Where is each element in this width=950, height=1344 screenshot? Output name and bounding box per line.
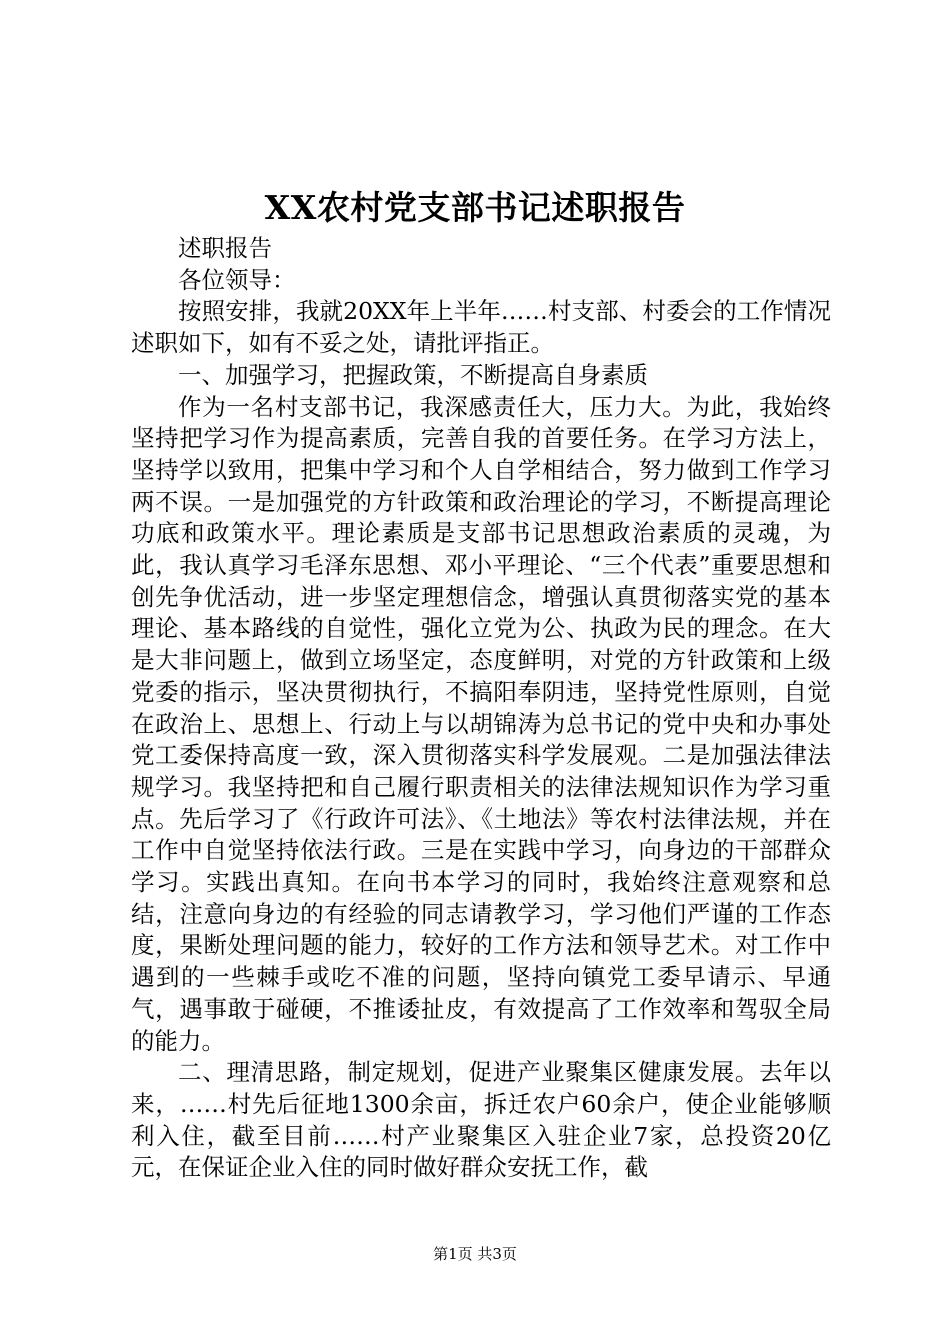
intro-paragraph: 按照安排，我就20XX年上半年……村支部、村委会的工作情况述职如下，如有不妥之处，请批评指正。 xyxy=(131,297,831,358)
page-footer: 第1页 共3页 xyxy=(433,1245,517,1263)
document-title: XX农村党支部书记述职报告 xyxy=(264,188,686,227)
section-heading-2-paragraph: 二、理清思路，制定规划，促进产业聚集区健康发展。去年以来，……村先后征地1300余亩，拆迁农户60余户，使企业能够顺利入住，截至目前……村产业聚集区入驻企业7家，总投资20亿元，在保证企业入住的同时做好群众安抚工作，截 xyxy=(131,1058,831,1182)
body-paragraph: 作为一名村支部书记，我深感责任大，压力大。为此，我始终坚持把学习作为提高素质，完善自我的首要任务。在学习方法上，坚持学以致用，把集中学习和个人自学相结合，努力做到工作学习两不误。一是加强党的方针政策和政治理论的学习，不断提高理论功底和政策水平。理论素质是支部书记思想政治素质的灵魂，为此，我认真学习毛泽东思想、邓小平理论、“三个代表”重要思想和创先争优活动，进一步坚定理想信念，增强认真贯彻落实党的基本理论、基本路线的自觉性，强化立党为公、执政为民的理念。在大是大非问题上，做到立场坚定，态度鲜明，对党的方针政策和上级党委的指示，坚决贯彻执行，不搞阳奉阴违，坚持党性原则，自觉在政治上、思想上、行动上与以胡锦涛为总书记的党中央和办事处党工委保持高度一致，深入贯彻落实科学发展观。二是加强法律法规学习。我坚持把和自己履行职责相关的法律法规知识作为学习重点。先后学习了《行政许可法》、《土地法》等农村法律法规，并在工作中自觉坚持依法行政。三是在实践中学习，向身边的干部群众学习。实践出真知。在向书本学习的同时，我始终注意观察和总结，注意向身边的有经验的同志请教学习，学习他们严谨的工作态度，果断处理问题的能力，较好的工作方法和领导艺术。对工作中遇到的一些棘手或吃不准的问题，坚持向镇党工委早请示、早通气，遇事敢于碰硬，不推诿扯皮，有效提高了工作效率和驾驭全局的能力。 xyxy=(131,392,831,1055)
doc-heading-line: 述职报告 xyxy=(178,234,272,262)
salutation: 各位领导： xyxy=(178,265,296,294)
section-heading-1: 一、加强学习，把握政策，不断提高自身素质 xyxy=(178,360,648,389)
document-body xyxy=(131,233,831,1184)
